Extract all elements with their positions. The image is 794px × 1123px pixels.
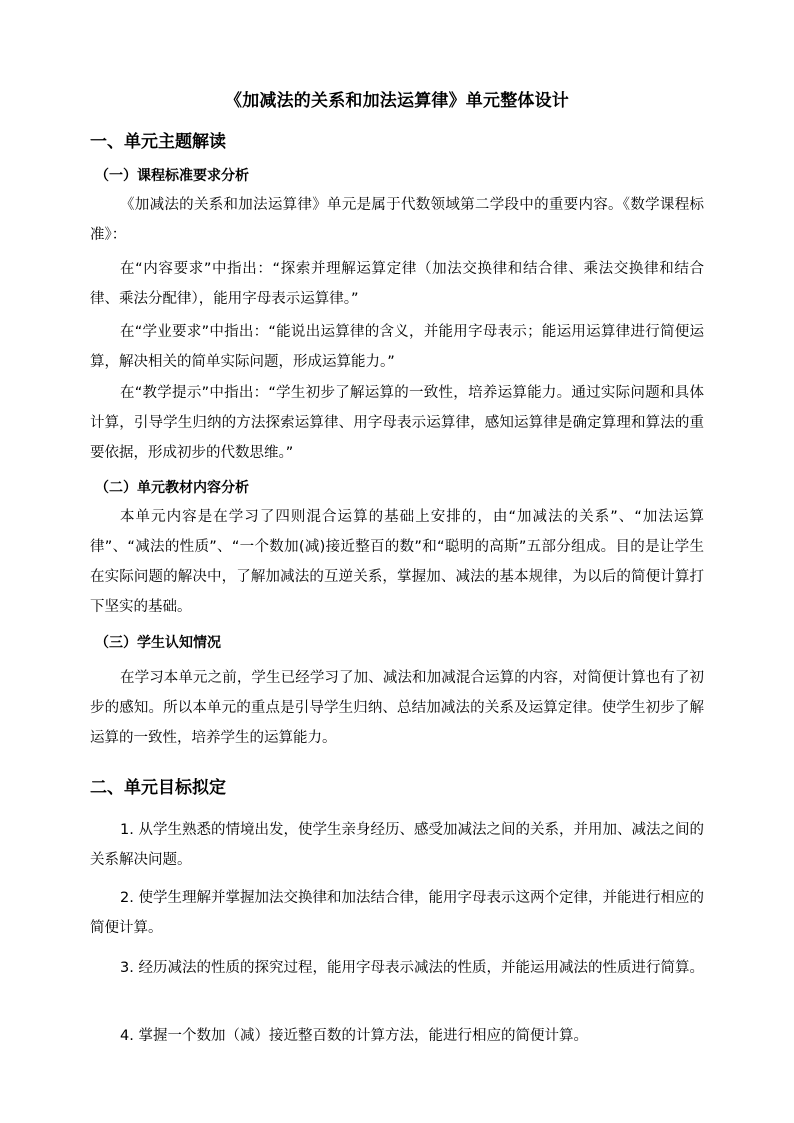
subsection-heading-3: （三）学生认知情况 [95,635,221,651]
paragraph-textbook-analysis: 本单元内容是在学习了四则混合运算的基础上安排的，由“加减法的关系”、“加法运算律”、“减法的性质”、“一个数加(减)接近整百的数”和“聪明的高斯”五部分组成。目的是让学生在实际问题的解决中，了解加减法的互逆关系，掌握加、减法的基本规律，为以后的简便计算打下坚实的基础。 [90,509,704,615]
paragraph-standard-intro: 《加减法的关系和加法运算律》单元是属于代数领域第二学段中的重要内容。《数学课程标准》： [90,197,704,243]
goal-item-3: 3. 经历减法的性质的探究过程，能用字母表示减法的性质，并能运用减法的性质进行简算。 [120,960,704,976]
subsection-heading-1: （一）课程标准要求分析 [95,168,249,184]
subsection-heading-2: （二）单元教材内容分析 [95,480,249,496]
goal-item-2: 2. 使学生理解并掌握加法交换律和加法结合律，能用字母表示这两个定律，并能进行相应的简便计算。 [90,890,704,936]
paragraph-academic-requirement: 在“学业要求”中指出：“能说出运算律的含义，并能用字母表示；能运用运算律进行简便运算，解决相关的简单实际问题，形成运算能力。” [90,324,704,370]
goal-item-4: 4. 掌握一个数加（减）接近整百数的计算方法，能进行相应的简便计算。 [120,1028,588,1044]
paragraph-student-cognition: 在学习本单元之前，学生已经学习了加、减法和加减混合运算的内容，对简便计算也有了初步的感知。所以本单元的重点是引导学生归纳、总结加减法的关系及运算定律。使学生初步了解运算的一致性，培养学生的运算能力。 [90,670,704,746]
paragraph-content-requirement: 在“内容要求”中指出：“探索并理解运算定律（加法交换律和结合律、乘法交换律和结合律、乘法分配律），能用字母表示运算律。” [90,261,704,307]
section-heading-2: 二、单元目标拟定 [90,778,226,798]
section-heading-1: 一、单元主题解读 [90,132,226,152]
document-title: 《加减法的关系和加法运算律》单元整体设计 [225,91,569,111]
goal-item-1: 1. 从学生熟悉的情境出发，使学生亲身经历、感受加减法之间的关系，并用加、减法之间的关系解决问题。 [90,822,704,868]
paragraph-teaching-tips: 在“教学提示”中指出：“学生初步了解运算的一致性，培养运算能力。通过实际问题和具体计算，引导学生归纳的方法探索运算律、用字母表示运算律，感知运算律是确定算理和算法的重要依据，形成初步的代数思维。” [90,385,704,461]
